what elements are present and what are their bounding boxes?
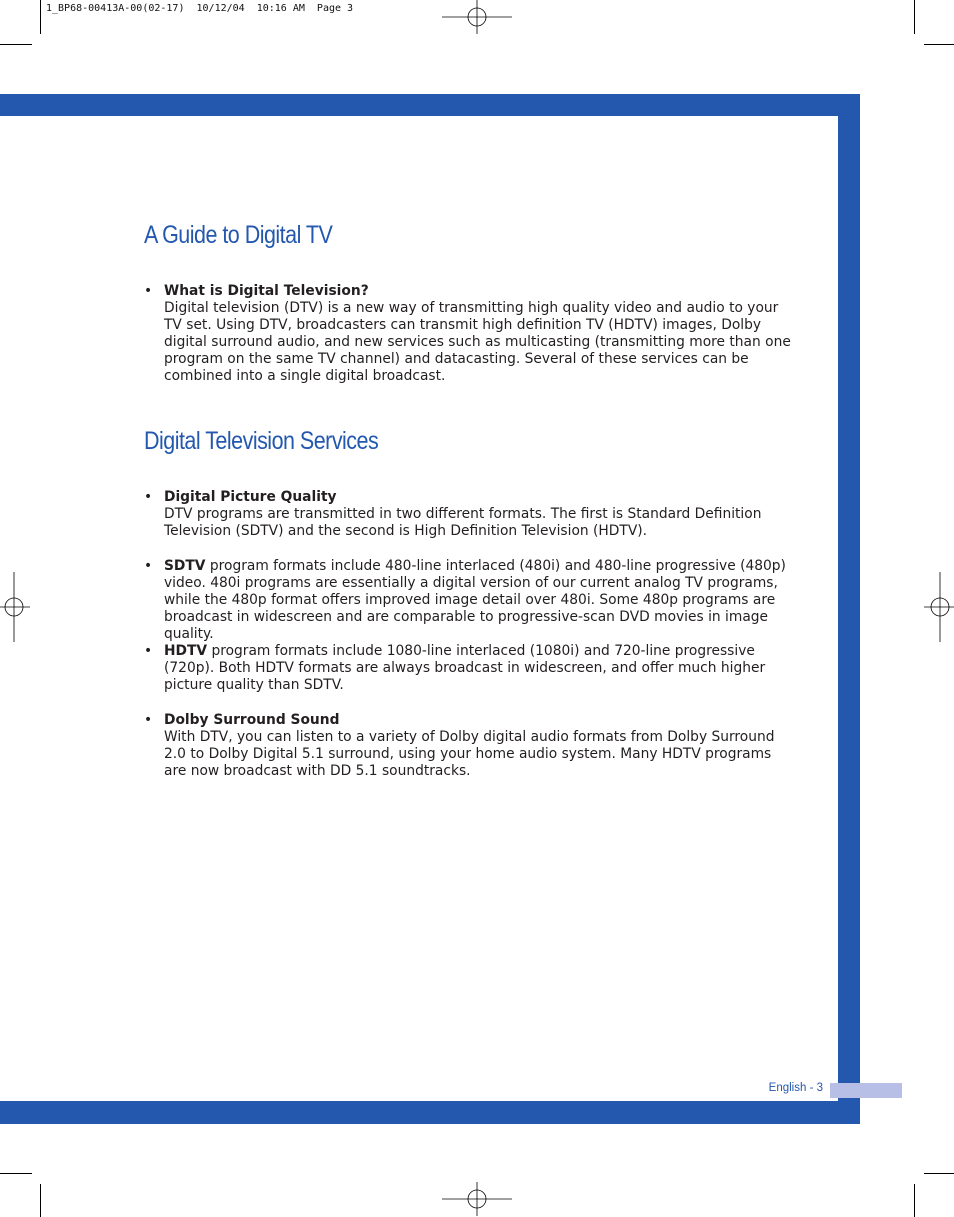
list-item-sdtv xyxy=(144,558,794,643)
registration-mark-left xyxy=(0,572,30,642)
bullet: • xyxy=(144,712,153,728)
crop-mark-bottom-right-h xyxy=(924,1173,954,1174)
item-title: What is Digital Television? xyxy=(164,283,369,299)
item-text: program formats include 480-line interlaced (480i) and 480-line progressive (480p) video. 480i programs are essentially a digital version of our current analog TV programs, while the 480p format offers improved image detail over 480i. Some 480p programs are broadcast in widescreen and are comparable to progressive-scan DVD movies in image quality. xyxy=(164,558,786,642)
bullet: • xyxy=(144,643,153,659)
item-lead: SDTV xyxy=(164,558,206,574)
crop-mark-bottom-left-v xyxy=(40,1184,41,1217)
item-title: Digital Picture Quality xyxy=(164,489,337,505)
crop-mark-top-right-h xyxy=(924,44,954,45)
item-text: DTV programs are transmitted in two different formats. The first is Standard Definition Television (SDTV) and the second is High Definition Television (HDTV). xyxy=(164,506,762,539)
section-heading-guide: A Guide to Digital TV xyxy=(144,221,333,249)
item-text: program formats include 1080-line interlaced (1080i) and 720-line progressive (720p). Both HDTV formats are always broadcast in widescreen, and offer much higher picture quality than SDTV. xyxy=(164,643,766,693)
registration-mark-top xyxy=(442,0,512,34)
crop-mark-top-right-v xyxy=(914,0,915,34)
item-title: Dolby Surround Sound xyxy=(164,712,340,728)
crop-mark-bottom-right-v xyxy=(914,1184,915,1217)
print-slug: 1_BP68-00413A-00(02-17) 10/12/04 10:16 AM Page 3 xyxy=(46,3,354,14)
crop-mark-bottom-left-h xyxy=(0,1173,32,1174)
page-frame-right-bar xyxy=(838,94,860,1124)
list-item-dolby xyxy=(144,712,794,780)
bullet: • xyxy=(144,283,153,299)
page-number-tab xyxy=(830,1083,902,1098)
page-number: English - 3 xyxy=(768,1082,823,1094)
registration-mark-bottom xyxy=(442,1182,512,1216)
item-lead: HDTV xyxy=(164,643,208,659)
crop-mark-top-left-v xyxy=(40,0,41,34)
item-text: Digital television (DTV) is a new way of transmitting high quality video and audio to your TV set. Using DTV, broadcasters can transmit high definition TV (HDTV) images, Dolby digital surround audio, and new services such as multicasting (transmitting more than one program on the same TV channel) and datacasting. Several of these services can be combined into a single digital broadcast. xyxy=(164,300,791,384)
registration-mark-right xyxy=(924,572,954,642)
list-item-what-is-dtv xyxy=(144,283,794,385)
list-item-picture-quality xyxy=(144,489,794,540)
bullet: • xyxy=(144,489,153,505)
crop-mark-top-left-h xyxy=(0,44,32,45)
item-text: With DTV, you can listen to a variety of Dolby digital audio formats from Dolby Surround 2.0 to Dolby Digital 5.1 surround, using your home audio system. Many HDTV programs are now broadcast with DD 5.1 soundtracks. xyxy=(164,729,775,779)
bullet: • xyxy=(144,558,153,574)
list-item-hdtv xyxy=(144,643,794,694)
page-frame-top-bar xyxy=(0,94,860,116)
page-frame-bottom-bar xyxy=(0,1101,860,1124)
section-heading-services: Digital Television Services xyxy=(144,427,379,455)
